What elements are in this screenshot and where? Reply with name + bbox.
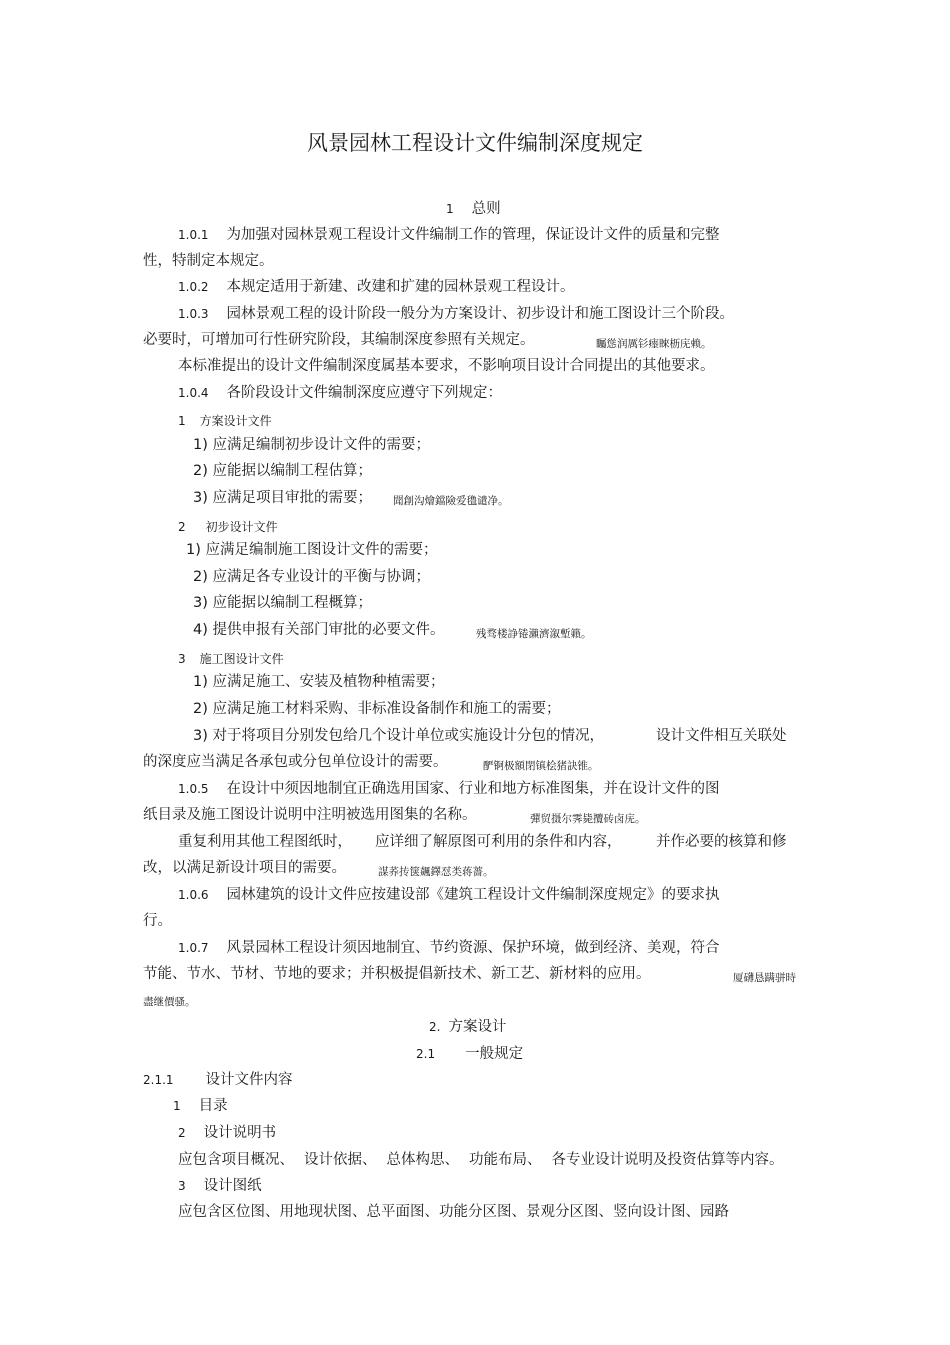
clause-number: 1.0.4 [178, 386, 209, 400]
noise-text: 盡继價骚。 [143, 996, 196, 1008]
item-number: 2 [178, 1126, 186, 1140]
paragraph-line [178, 226, 720, 244]
paragraph-line: 行。 [143, 913, 172, 929]
item-number: 1 [173, 1099, 181, 1113]
clause-text: 园林建筑的设计文件应按建设部《建筑工程设计文件编制深度规定》的要求执 [226, 887, 720, 903]
list-item: 3) 对于将项目分别发包给几个设计单位或实施设计分包的情况， [193, 728, 604, 744]
clause-text: 在设计中须因地制宜正确选用国家、行业和地方标准图集，并在设计文件的图 [226, 781, 720, 797]
clause-text: 设计文件内容 [205, 1072, 293, 1088]
section-number: 1 [446, 202, 454, 216]
item-text: 设计说明书 [203, 1125, 277, 1141]
sub-heading [178, 650, 284, 668]
paragraph-line: 性，特制定本规定。 [143, 253, 274, 269]
list-item: 2) 应能据以编制工程估算； [193, 463, 372, 479]
list-item-continuation: 设计文件相互关联处 [656, 728, 787, 744]
noise-text: 聞創沟燴鐺險爱氇谴净。 [393, 495, 509, 507]
list-item: 1) 应满足编制施工图设计文件的需要； [186, 542, 438, 558]
paragraph-line [178, 939, 720, 957]
text-part: 总体构思、 [386, 1152, 459, 1168]
clause-text: 为加强对园林景观工程设计文件编制工作的管理，保证设计文件的质量和完整 [226, 227, 720, 243]
clause-heading [143, 1071, 293, 1089]
clause-text: 本规定适用于新建、改建和扩建的园林景观工程设计。 [226, 279, 575, 295]
sub-number: 1 [178, 414, 186, 428]
sub-heading [178, 412, 272, 430]
sub-number: 2 [178, 520, 186, 534]
clause-number: 1.0.5 [178, 782, 209, 796]
text-part: 各专业设计说明及投资估算等内容。 [551, 1152, 784, 1168]
clause-number: 1.0.3 [178, 307, 209, 321]
sub-title: 初步设计文件 [205, 520, 278, 534]
line-text: 必要时，可增加可行性研究阶段，其编制深度参照有关规定。 [143, 332, 535, 348]
noise-text: 矚慫润厲钐瘗睞枥庑赖。 [596, 338, 712, 350]
section-heading-1 [446, 200, 501, 218]
clause-number: 2.1.1 [143, 1073, 174, 1087]
paragraph-line: 应详细了解原图可利用的条件和内容， [375, 834, 622, 850]
clause-text: 园林景观工程的设计阶段一般分为方案设计、初步设计和施工图设计三个阶段。 [226, 306, 735, 322]
item-text: 目录 [198, 1098, 228, 1114]
list-item: 1) 应满足施工、安装及植物种植需要； [193, 674, 445, 690]
noise-text: 酽锕极額閉镇桧猪訣锥。 [483, 760, 599, 772]
paragraph-line [178, 384, 502, 402]
section-heading-2 [429, 1018, 506, 1036]
sub-title: 方案设计文件 [199, 414, 272, 428]
paragraph-line: 的深度应当满足各承包或分包单位设计的需要。 [143, 754, 448, 770]
noise-text: 彈贸摄尔霁毙攬砖卤庑。 [530, 813, 646, 825]
clause-text: 各阶段设计文件编制深度应遵守下列规定： [226, 385, 503, 401]
paragraph-line [178, 886, 720, 904]
section-number: 2.1 [416, 1047, 436, 1061]
section-title: 方案设计 [448, 1019, 507, 1035]
section-title: 一般规定 [465, 1046, 524, 1062]
item-text: 设计图纸 [203, 1178, 262, 1194]
section-number: 2. [429, 1020, 441, 1034]
clause-number: 1.0.7 [178, 941, 209, 955]
list-item: 2) 应满足各专业设计的平衡与协调； [193, 569, 430, 585]
paragraph-line [143, 331, 535, 349]
item-number: 3 [178, 1179, 186, 1193]
paragraph-line: 应包含区位图、用地现状图、总平面图、功能分区图、景观分区图、竖向设计图、园路 [178, 1204, 729, 1220]
noise-text: 残骛楼諍锩瀨濟溆塹籟。 [476, 628, 592, 640]
paragraph-line: 重复利用其他工程图纸时， [178, 834, 352, 850]
sub-heading [178, 518, 278, 536]
paragraph-line [178, 305, 734, 323]
list-item: 3) 应满足项目审批的需要； [193, 490, 372, 506]
list-item [178, 1177, 262, 1195]
list-item: 4) 提供申报有关部门审批的必要文件。 [193, 622, 445, 638]
paragraph-line: 改，以满足新设计项目的需要。 [143, 860, 346, 876]
paragraph-line [178, 780, 720, 798]
sub-number: 3 [178, 652, 186, 666]
text-part: 应包含项目概况、 [178, 1152, 294, 1168]
section-heading-2-1 [416, 1045, 523, 1063]
paragraph-line: 节能、节水、节材、节地的要求；并积极提倡新技术、新工艺、新材料的应用。 [143, 966, 651, 982]
list-item: 2) 应满足施工材料采购、非标准设备制作和施工的需要； [193, 701, 561, 717]
list-item: 1) 应满足编制初步设计文件的需要； [193, 437, 430, 453]
paragraph-line [178, 1151, 784, 1169]
noise-text: 謀荞抟箧飆鐸怼类蒋薔。 [378, 866, 494, 878]
clause-number: 1.0.6 [178, 888, 209, 902]
document-title: 风景园林工程设计文件编制深度规定 [307, 131, 643, 155]
paragraph-line: 纸目录及施工图设计说明中注明被选用图集的名称。 [143, 807, 477, 823]
sub-title: 施工图设计文件 [199, 652, 284, 666]
list-item [178, 1124, 276, 1142]
text-part: 功能布局、 [469, 1152, 542, 1168]
list-item [173, 1097, 228, 1115]
paragraph-line: 本标准提出的设计文件编制深度属基本要求，不影响项目设计合同提出的其他要求。 [178, 358, 715, 374]
paragraph-line [178, 278, 575, 296]
paragraph-line: 并作必要的核算和修 [656, 834, 787, 850]
noise-text: 厦礴恳蹒骈時 [733, 972, 796, 984]
list-item: 3) 应能据以编制工程概算； [193, 595, 372, 611]
clause-number: 1.0.1 [178, 228, 209, 242]
clause-number: 1.0.2 [178, 280, 209, 294]
section-title: 总则 [471, 201, 501, 217]
clause-text: 风景园林工程设计须因地制宜、节约资源、保护环境，做到经济、美观，符合 [226, 940, 720, 956]
text-part: 设计依据、 [304, 1152, 377, 1168]
